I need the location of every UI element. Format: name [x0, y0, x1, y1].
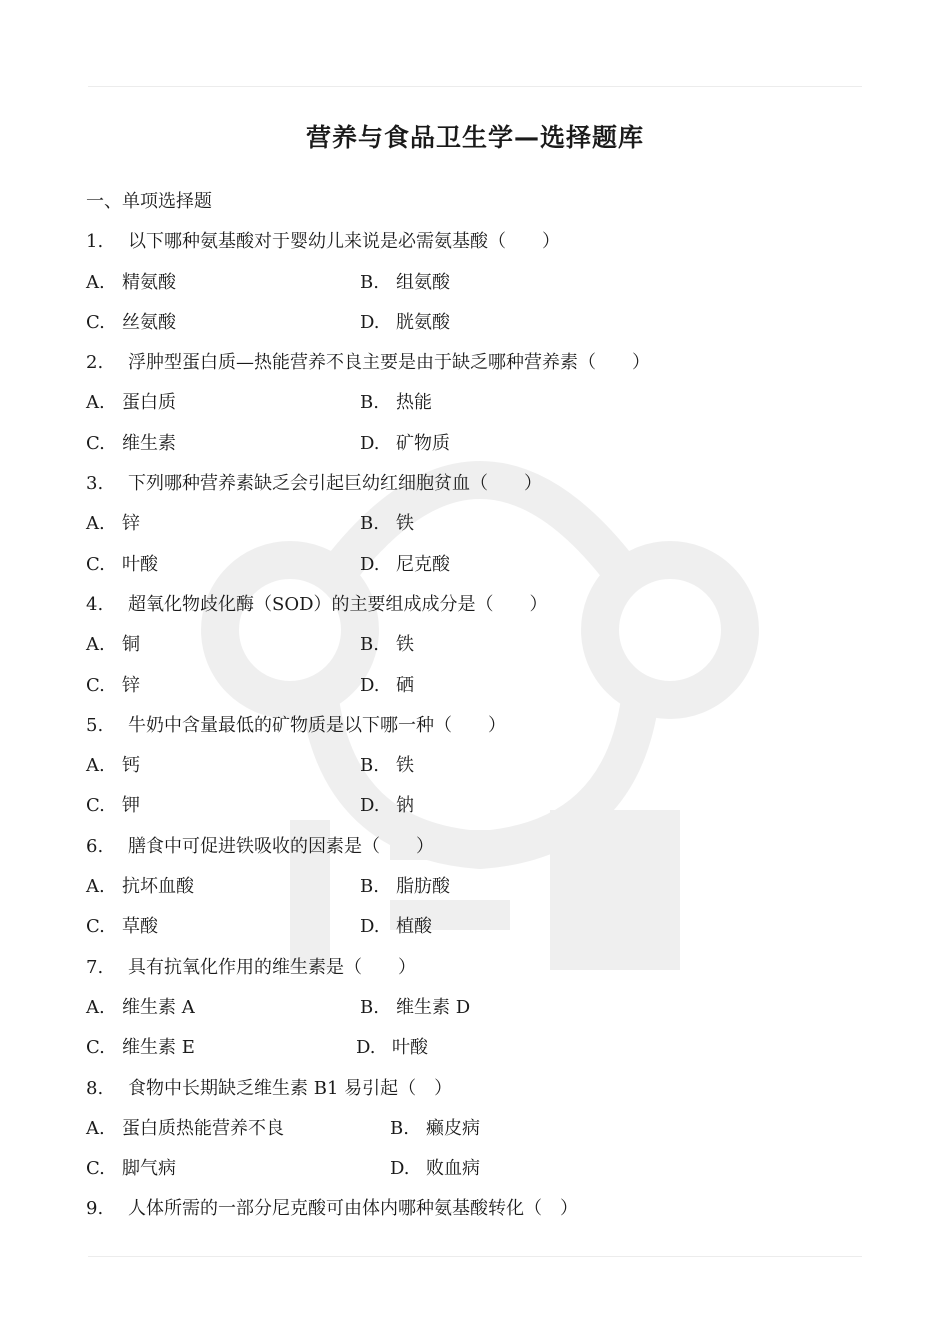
option-a: A. 锌 — [86, 513, 140, 535]
option-a: A. 蛋白质热能营养不良 — [86, 1117, 284, 1139]
options-row — [86, 267, 866, 307]
options-row — [86, 1113, 866, 1153]
header-rule — [88, 86, 862, 87]
question-list — [86, 186, 866, 1234]
question-6 — [86, 831, 866, 871]
question-number: 6. — [86, 835, 104, 857]
option-a: A. 精氨酸 — [86, 271, 176, 293]
options-row — [86, 871, 866, 911]
question-number: 1. — [86, 231, 104, 253]
section-heading: 一、单项选择题 — [86, 191, 212, 212]
option-b: B. 热能 — [360, 392, 432, 414]
option-d: D. 胱氨酸 — [360, 311, 450, 333]
options-row — [86, 992, 866, 1032]
option-a: A. 钙 — [86, 755, 140, 777]
question-text: 人体所需的一部分尼克酸可由体内哪种氨基酸转化（ ） — [128, 1198, 578, 1220]
option-d: D. 叶酸 — [356, 1037, 428, 1059]
option-c: C. 锌 — [86, 674, 140, 696]
option-b: B. 铁 — [360, 755, 414, 777]
question-number: 5. — [86, 714, 104, 736]
options-row — [86, 428, 866, 468]
option-a: A. 维生素 A — [86, 996, 195, 1018]
question-number: 4. — [86, 593, 104, 615]
options-row — [86, 750, 866, 790]
options-row — [86, 1032, 866, 1072]
question-text: 具有抗氧化作用的维生素是（ ） — [128, 956, 416, 978]
question-text: 膳食中可促进铁吸收的因素是（ ） — [128, 835, 434, 857]
question-5 — [86, 710, 866, 750]
option-c: C. 钾 — [86, 795, 140, 817]
question-9 — [86, 1193, 866, 1233]
question-number: 3. — [86, 473, 104, 495]
option-d: D. 硒 — [360, 674, 414, 696]
option-d: D. 钠 — [360, 795, 414, 817]
options-row — [86, 1153, 866, 1193]
option-a: A. 铜 — [86, 634, 140, 656]
option-a: A. 抗坏血酸 — [86, 876, 194, 898]
question-number: 8. — [86, 1077, 104, 1099]
options-row — [86, 549, 866, 589]
question-number: 2. — [86, 352, 104, 374]
option-c: C. 维生素 — [86, 432, 176, 454]
question-4 — [86, 589, 866, 629]
option-b: B. 铁 — [360, 513, 414, 535]
options-row — [86, 508, 866, 548]
question-text: 下列哪种营养素缺乏会引起巨幼红细胞贫血（ ） — [128, 473, 542, 495]
question-2 — [86, 347, 866, 387]
question-text: 浮肿型蛋白质—热能营养不良主要是由于缺乏哪种营养素（ ） — [128, 352, 650, 374]
option-b: B. 维生素 D — [360, 996, 471, 1018]
option-b: B. 癞皮病 — [390, 1117, 480, 1139]
option-b: B. 铁 — [360, 634, 414, 656]
question-1 — [86, 226, 866, 266]
option-c: C. 丝氨酸 — [86, 311, 176, 333]
option-d: D. 植酸 — [360, 916, 432, 938]
question-3 — [86, 468, 866, 508]
option-a: A. 蛋白质 — [86, 392, 176, 414]
question-number: 9. — [86, 1198, 104, 1220]
question-number: 7. — [86, 956, 104, 978]
options-row — [86, 911, 866, 951]
option-d: D. 败血病 — [390, 1158, 480, 1180]
option-d: D. 矿物质 — [360, 432, 450, 454]
question-text: 超氧化物歧化酶（SOD）的主要组成成分是（ ） — [128, 593, 548, 615]
options-row — [86, 629, 866, 669]
options-row — [86, 790, 866, 830]
question-8 — [86, 1073, 866, 1113]
option-c: C. 脚气病 — [86, 1158, 176, 1180]
question-text: 牛奶中含量最低的矿物质是以下哪一种（ ） — [128, 714, 506, 736]
option-b: B. 组氨酸 — [360, 271, 450, 293]
question-7 — [86, 952, 866, 992]
option-b: B. 脂肪酸 — [360, 876, 450, 898]
option-c: C. 维生素 E — [86, 1037, 195, 1059]
option-d: D. 尼克酸 — [360, 553, 450, 575]
options-row — [86, 387, 866, 427]
option-c: C. 草酸 — [86, 916, 158, 938]
question-text: 以下哪种氨基酸对于婴幼儿来说是必需氨基酸（ ） — [128, 231, 560, 253]
document-title: 营养与食品卫生学—选择题库 — [305, 123, 644, 152]
options-row — [86, 670, 866, 710]
options-row — [86, 307, 866, 347]
footer-rule — [88, 1256, 862, 1257]
option-c: C. 叶酸 — [86, 553, 158, 575]
question-text: 食物中长期缺乏维生素 B1 易引起（ ） — [128, 1077, 453, 1099]
